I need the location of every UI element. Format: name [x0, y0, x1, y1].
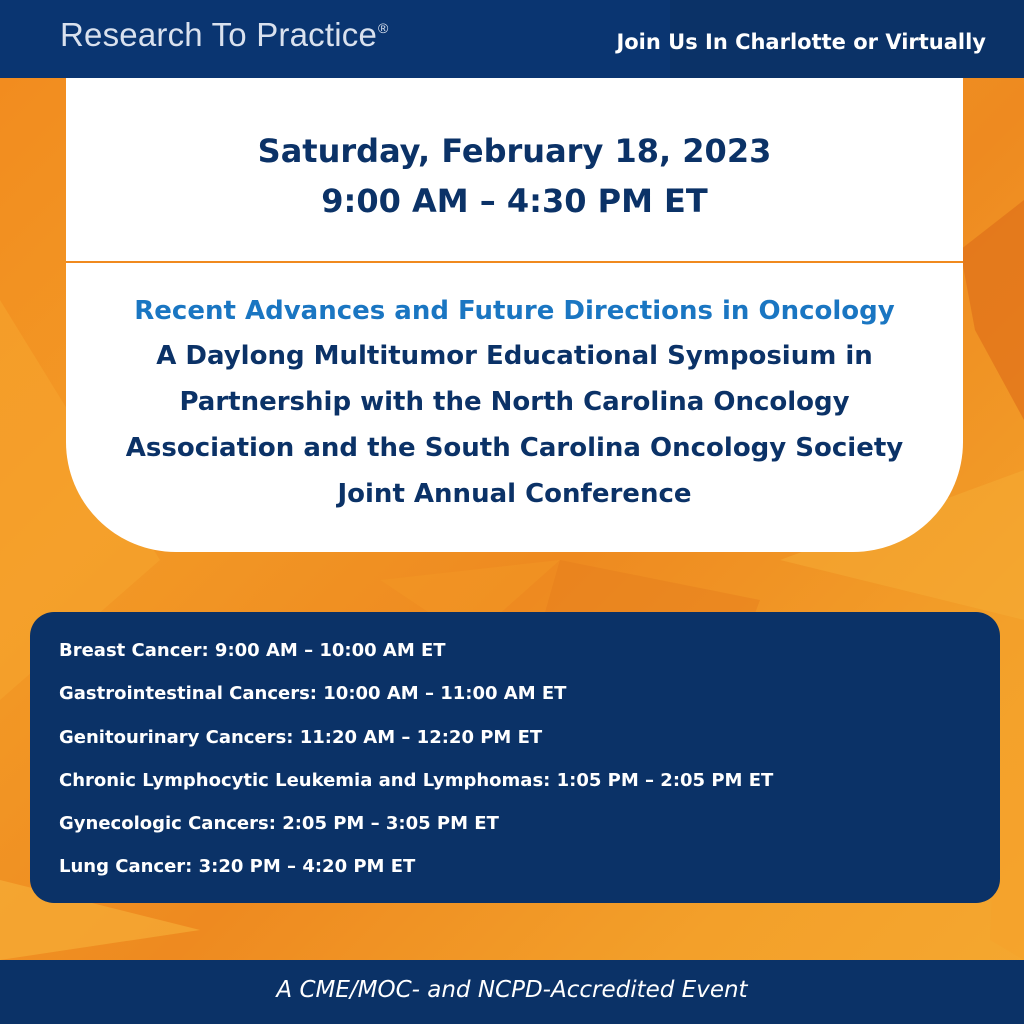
event-description-line: Joint Annual Conference — [337, 479, 692, 509]
event-description-line: A Daylong Multitumor Educational Symposium in — [156, 341, 873, 371]
event-date: Saturday, February 18, 2023 — [257, 132, 772, 170]
schedule-panel — [30, 612, 1000, 903]
logo-panel — [0, 0, 670, 78]
header-tagline: Join Us In Charlotte or Virtually — [616, 30, 986, 54]
header-bar — [0, 0, 1024, 78]
event-description-line: Association and the South Carolina Oncology Society — [125, 433, 904, 463]
footer-text: A CME/MOC- and NCPD-Accredited Event — [276, 977, 748, 1003]
schedule-item: Gynecologic Cancers: 2:05 PM – 3:05 PM ET — [59, 813, 499, 834]
schedule-item: Breast Cancer: 9:00 AM – 10:00 AM ET — [59, 640, 446, 661]
card-divider — [66, 261, 963, 263]
event-description-line: Partnership with the North Carolina Oncology — [179, 387, 850, 417]
schedule-item: Gastrointestinal Cancers: 10:00 AM – 11:00 AM ET — [59, 683, 567, 704]
event-subtitle: Recent Advances and Future Directions in Oncology — [134, 296, 895, 326]
logo — [60, 16, 389, 54]
event-card — [66, 78, 963, 552]
schedule-item: Chronic Lymphocytic Leukemia and Lymphomas: 1:05 PM – 2:05 PM ET — [59, 770, 774, 791]
footer-bar — [0, 960, 1024, 1024]
event-time: 9:00 AM – 4:30 PM ET — [321, 182, 708, 220]
schedule-item: Lung Cancer: 3:20 PM – 4:20 PM ET — [59, 856, 416, 877]
registered-mark: ® — [378, 20, 389, 36]
schedule-item: Genitourinary Cancers: 11:20 AM – 12:20 PM ET — [59, 727, 543, 748]
logo-text: Research To Practice — [60, 16, 378, 53]
